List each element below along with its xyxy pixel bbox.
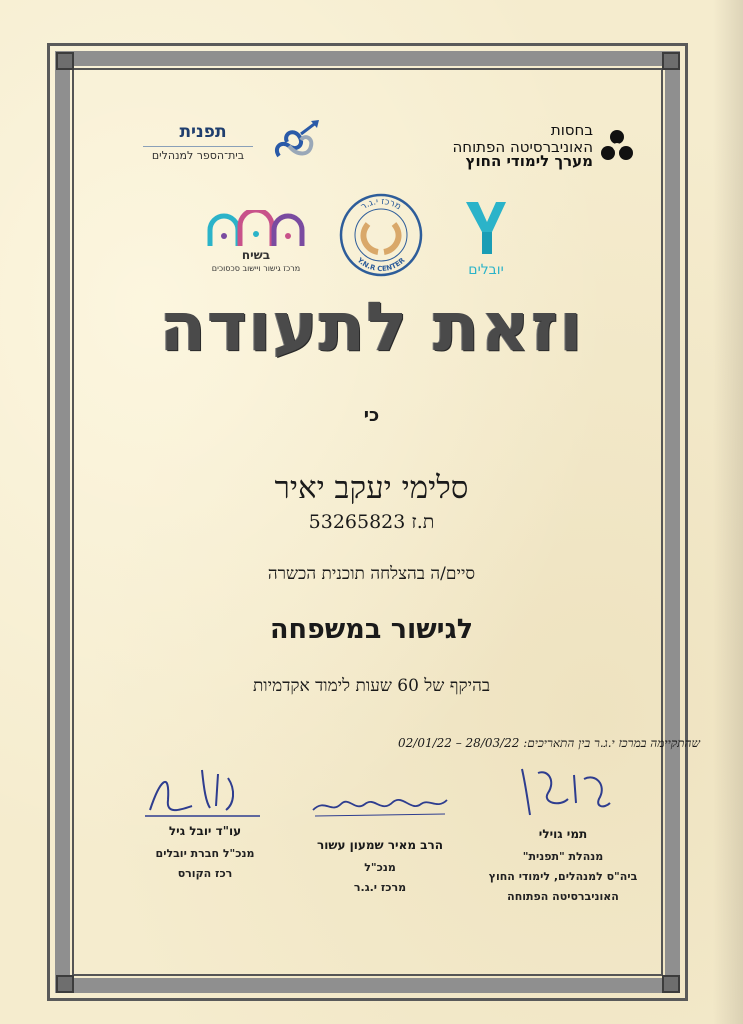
besheah-name: בשיח	[241, 248, 271, 262]
certificate-title: וזאת לתעודה	[159, 288, 584, 367]
recipient-id: ת.ז 53265823	[308, 511, 435, 533]
open-university-icon	[599, 128, 635, 164]
completion-statement: סיים/ה בהצלחה תוכנית הכשרה	[267, 564, 476, 584]
handwritten-signature-middle	[305, 790, 455, 820]
handwritten-signature-left	[140, 760, 270, 820]
tafnit-logo	[143, 116, 328, 176]
signatory-role-middle: מנכ"ל	[364, 861, 396, 874]
ynr-hebrew-text: מרכז י.ג.ר	[359, 196, 403, 213]
besheah-logo	[204, 210, 308, 276]
that-label: כי	[363, 405, 380, 426]
signature-block-left	[130, 760, 280, 884]
signatory-name-right: תמי גוילי	[538, 827, 588, 841]
signatory-name-left: עו"ד יובל גיל	[168, 824, 242, 838]
program-scope: בהיקף של 60 שעות לימוד אקדמיות	[252, 676, 491, 696]
program-dates: שהתקיימה במרכז י.ג.ר בין התאריכים: 28/03/22 – 02/01/22	[398, 736, 700, 750]
signatory-role-left: מנכ"ל חברת יובלים	[155, 847, 255, 860]
open-university-logo	[395, 122, 635, 172]
signatory-role2-middle: מרכז י.ג.ר	[353, 881, 407, 894]
ynr-center-emblem	[338, 192, 424, 278]
program-name: לגישור במשפחה	[269, 614, 474, 645]
frame-corner-top-right	[662, 52, 680, 70]
handwritten-signature-right	[508, 763, 618, 821]
tafnit-name: תפנית	[179, 122, 227, 142]
besheah-subtitle: מרכז גישור ויישוב סכסוכים	[211, 264, 301, 273]
tafnit-arrow-icon	[271, 118, 326, 168]
yuvalim-label: יובלים	[468, 262, 504, 278]
yuvalim-y-icon	[458, 196, 514, 260]
external-studies-label: מערך לימודי החוץ	[465, 152, 593, 170]
signatory-role2-right: ביה"ס למנהלים, לימודי החוץ	[488, 870, 638, 883]
signature-block-right	[488, 763, 638, 907]
signature-block-middle	[300, 790, 460, 898]
frame-corner-top-left	[56, 52, 74, 70]
frame-corner-bottom-left	[56, 975, 74, 993]
tafnit-subtitle: בית־הספר למנהלים	[143, 146, 253, 162]
signatory-role-right: מנהלת "תפנית"	[522, 850, 604, 863]
signatory-role3-right: האוניברסיטה הפתוחה	[507, 890, 619, 903]
ynr-center-logo	[338, 192, 424, 278]
ynr-english-text: Y.N.R CENTER	[355, 256, 407, 274]
sponsorship-label: בחסות	[550, 121, 593, 139]
signatory-name-middle: הרב מאיר שמעון עשור	[317, 838, 443, 852]
besheah-arches-icon	[204, 210, 308, 248]
yuvalim-logo	[458, 196, 518, 286]
signatory-role2-left: רכז הקורס	[177, 867, 233, 880]
open-university-text	[452, 122, 593, 156]
open-university-name: האוניברסיטה הפתוחה	[452, 138, 593, 156]
recipient-name: סלימי יעקב יאיר	[274, 470, 469, 506]
frame-corner-bottom-right	[662, 975, 680, 993]
